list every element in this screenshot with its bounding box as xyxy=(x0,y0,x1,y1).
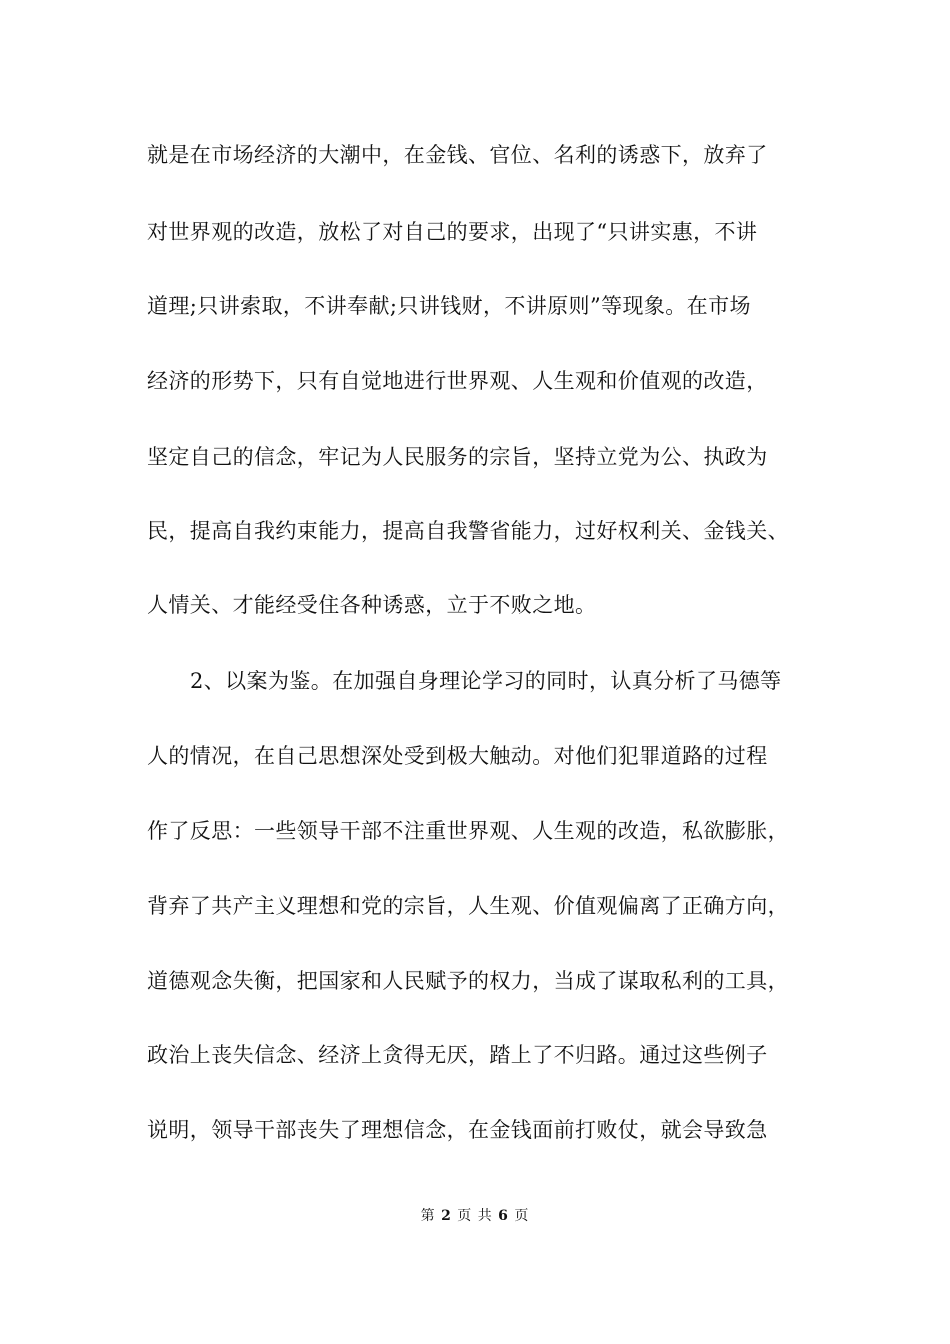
text-line: 人的情况，在自己思想深处受到极大触动。对他们犯罪道路的过程 xyxy=(147,744,768,768)
page-footer xyxy=(0,1206,950,1226)
text-line: 就是在市场经济的大潮中，在金钱、官位、名利的诱惑下，放弃了 xyxy=(147,143,768,167)
text-line: 民，提高自我约束能力，提高自我警省能力，过好权利关、金钱关、 xyxy=(147,519,789,543)
paragraph-start-line: 2、以案为鉴。在加强自身理论学习的同时，认真分析了马德等 xyxy=(190,669,782,693)
footer-prefix: 第 xyxy=(420,1208,436,1224)
footer-suffix: 页 xyxy=(514,1208,530,1224)
total-pages-number: 6 xyxy=(498,1208,509,1224)
text-line: 背弃了共产主义理想和党的宗旨，人生观、价值观偏离了正确方向， xyxy=(147,894,789,918)
current-page-number: 2 xyxy=(441,1208,452,1224)
text-line: 经济的形势下，只有自觉地进行世界观、人生观和价值观的改造， xyxy=(147,369,768,393)
text-line: 坚定自己的信念，牢记为人民服务的宗旨，坚持立党为公、执政为 xyxy=(147,445,768,469)
text-line: 政治上丧失信念、经济上贪得无厌，踏上了不归路。通过这些例子 xyxy=(147,1043,768,1067)
text-line: 说明，领导干部丧失了理想信念，在金钱面前打败仗，就会导致急 xyxy=(147,1118,768,1142)
text-line: 人情关、才能经受住各种诱惑，立于不败之地。 xyxy=(147,593,597,617)
text-line: 作了反思：一些领导干部不注重世界观、人生观的改造，私欲膨胀， xyxy=(147,819,789,843)
text-line: 道德观念失衡，把国家和人民赋予的权力，当成了谋取私利的工具， xyxy=(147,969,789,993)
text-line: 对世界观的改造，放松了对自己的要求，出现了“只讲实惠，不讲 xyxy=(147,220,758,244)
footer-middle: 页 共 xyxy=(457,1208,493,1224)
text-line: 道理;只讲索取，不讲奉献;只讲钱财，不讲原则”等现象。在市场 xyxy=(147,294,751,318)
